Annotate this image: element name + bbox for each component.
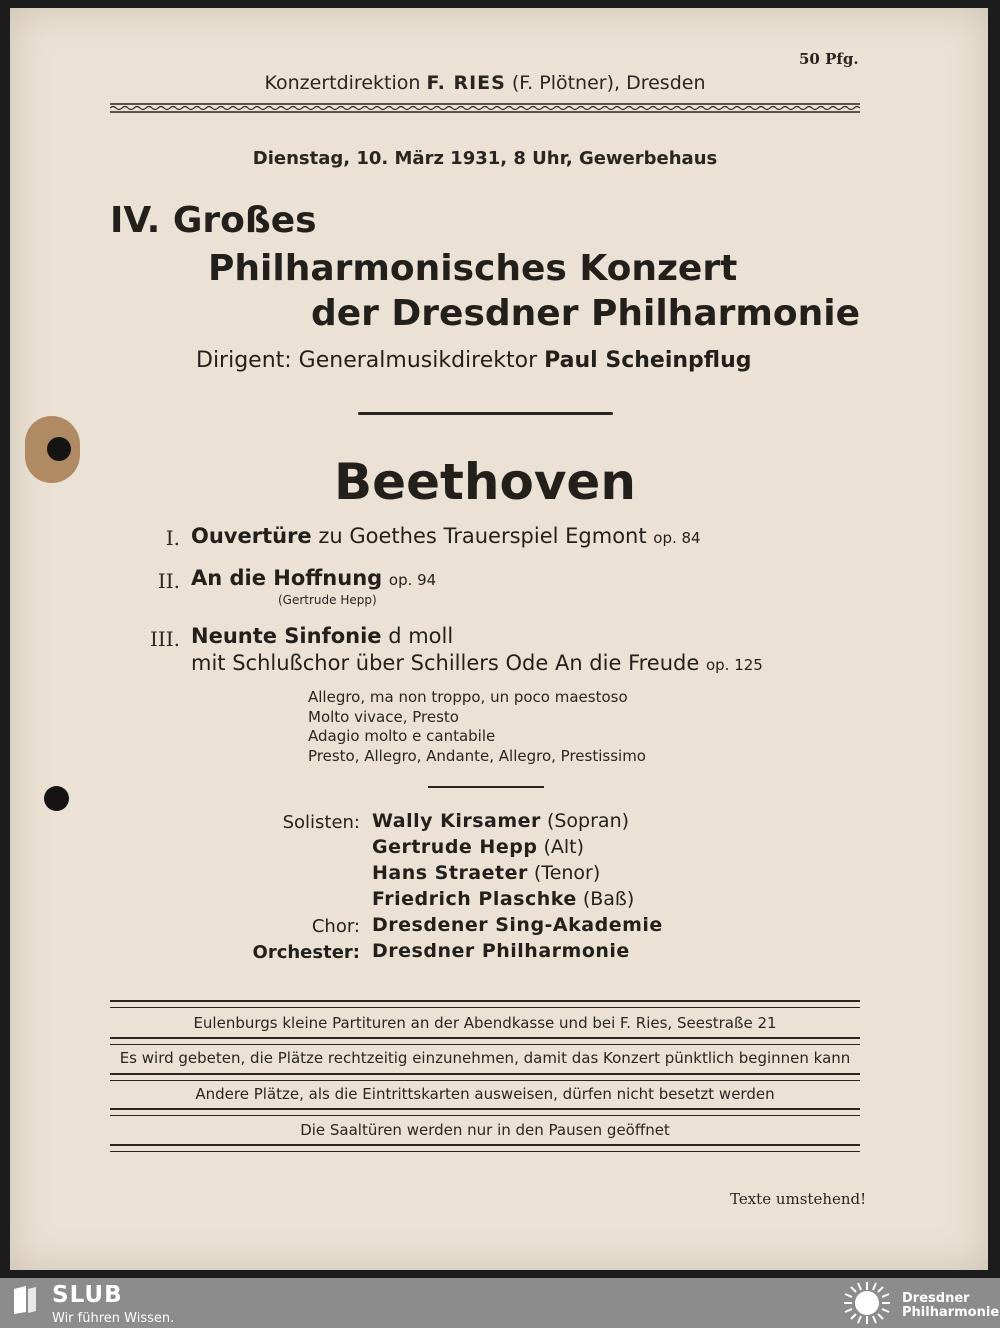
orchestra-label: Orchester: — [252, 942, 360, 963]
philharmonie-sunburst-icon — [842, 1280, 892, 1326]
double-rule — [110, 1037, 860, 1045]
soloist-name: Wally Kirsamer — [372, 810, 541, 832]
divider — [428, 786, 544, 788]
soloist — [372, 810, 629, 832]
agency-suffix: (F. Plötner), Dresden — [505, 72, 706, 94]
work-description: mit Schlußchor über Schillers Ode An die Freude — [191, 651, 706, 675]
movement: Allegro, ma non troppo, un poco maestoso — [308, 688, 628, 706]
work-title: An die Hoffnung — [191, 566, 383, 590]
slub-logo-text: SLUB — [52, 1282, 123, 1308]
double-rule — [110, 1108, 860, 1116]
title-line-3: der Dresdner Philharmonie — [310, 293, 860, 334]
philharmonie-logo-text — [902, 1292, 999, 1320]
soloist — [372, 888, 634, 910]
orchestra — [372, 940, 630, 962]
soloist-name: Gertrude Hepp — [372, 836, 538, 858]
movement: Molto vivace, Presto — [308, 708, 459, 726]
work-title: Ouvertüre — [191, 524, 312, 548]
notice: Eulenburgs kleine Partituren an der Abendkasse und bei F. Ries, Seestraße 21 — [193, 1014, 777, 1032]
program-item-2 — [191, 566, 436, 590]
soloist — [372, 862, 600, 884]
program-sheet — [10, 8, 988, 1270]
soloist-voice: (Alt) — [537, 836, 585, 858]
work-opus: op. 84 — [653, 529, 701, 547]
double-rule — [110, 1144, 860, 1152]
program-item-3-subtitle — [191, 651, 763, 675]
soloist — [372, 836, 584, 858]
price: 50 Pfg. — [799, 50, 859, 68]
choir-name: Dresdener Sing-Akademie — [372, 914, 663, 936]
program-number-1: I. — [165, 526, 180, 550]
work-performer: (Gertrude Hepp) — [278, 593, 377, 607]
notice: Andere Plätze, als die Eintrittskarten ausweisen, dürfen nicht besetzt werden — [195, 1085, 775, 1103]
slub-tagline: Wir führen Wissen. — [52, 1311, 175, 1326]
concert-agency — [110, 72, 860, 94]
work-description: zu Goethes Trauerspiel Egmont — [311, 524, 654, 548]
program-item-3 — [191, 624, 453, 648]
agency-name: F. RIES — [426, 72, 506, 94]
soloists-label: Solisten: — [282, 812, 360, 833]
slub-book-icon — [12, 1285, 38, 1315]
soloist-voice: (Sopran) — [540, 810, 630, 832]
composer-heading: Beethoven — [334, 453, 636, 511]
conductor-label: Dirigent: Generalmusikdirektor — [196, 348, 545, 373]
soloist-voice: (Baß) — [576, 888, 635, 910]
program-number-3: III. — [149, 627, 180, 651]
divider — [358, 412, 613, 415]
agency-prefix: Konzertdirektion — [264, 72, 427, 94]
soloist-name: Friedrich Plaschke — [372, 888, 577, 910]
footer-bar — [0, 1278, 1000, 1328]
double-rule — [110, 1073, 860, 1081]
program-number-2: II. — [157, 569, 180, 593]
choir — [372, 914, 663, 936]
date-line: Dienstag, 10. März 1931, 8 Uhr, Gewerbehaus — [252, 148, 718, 169]
notice: Die Saaltüren werden nur in den Pausen geöffnet — [300, 1121, 670, 1139]
conductor-line — [196, 348, 752, 373]
philharmonie-line-1: Dresdner — [902, 1291, 970, 1306]
movement: Adagio molto e cantabile — [308, 727, 496, 745]
ornamental-border — [110, 103, 860, 113]
conductor-name: Paul Scheinpflug — [544, 348, 752, 373]
notice: Es wird gebeten, die Plätze rechtzeitig einzunehmen, damit das Konzert pünktlich beginnen kann — [119, 1049, 851, 1067]
work-title: Neunte Sinfonie — [191, 624, 382, 648]
continued-note: Texte umstehend! — [730, 1190, 867, 1208]
philharmonie-line-2: Philharmonie — [902, 1305, 1000, 1320]
work-opus: op. 125 — [705, 656, 763, 674]
title-line-2: Philharmonisches Konzert — [208, 248, 738, 289]
soloist-voice: (Tenor) — [527, 862, 601, 884]
punch-hole — [47, 437, 71, 461]
program-item-1 — [191, 524, 701, 548]
soloist-name: Hans Straeter — [372, 862, 528, 884]
title-line-1: IV. Großes — [110, 200, 317, 241]
double-rule — [110, 1000, 860, 1008]
movement: Presto, Allegro, Andante, Allegro, Prestissimo — [308, 747, 646, 765]
work-opus: op. 94 — [388, 571, 437, 589]
work-key: d moll — [381, 624, 454, 648]
orchestra-name: Dresdner Philharmonie — [372, 940, 630, 962]
punch-hole — [44, 786, 69, 811]
choir-label: Chor: — [311, 916, 360, 937]
